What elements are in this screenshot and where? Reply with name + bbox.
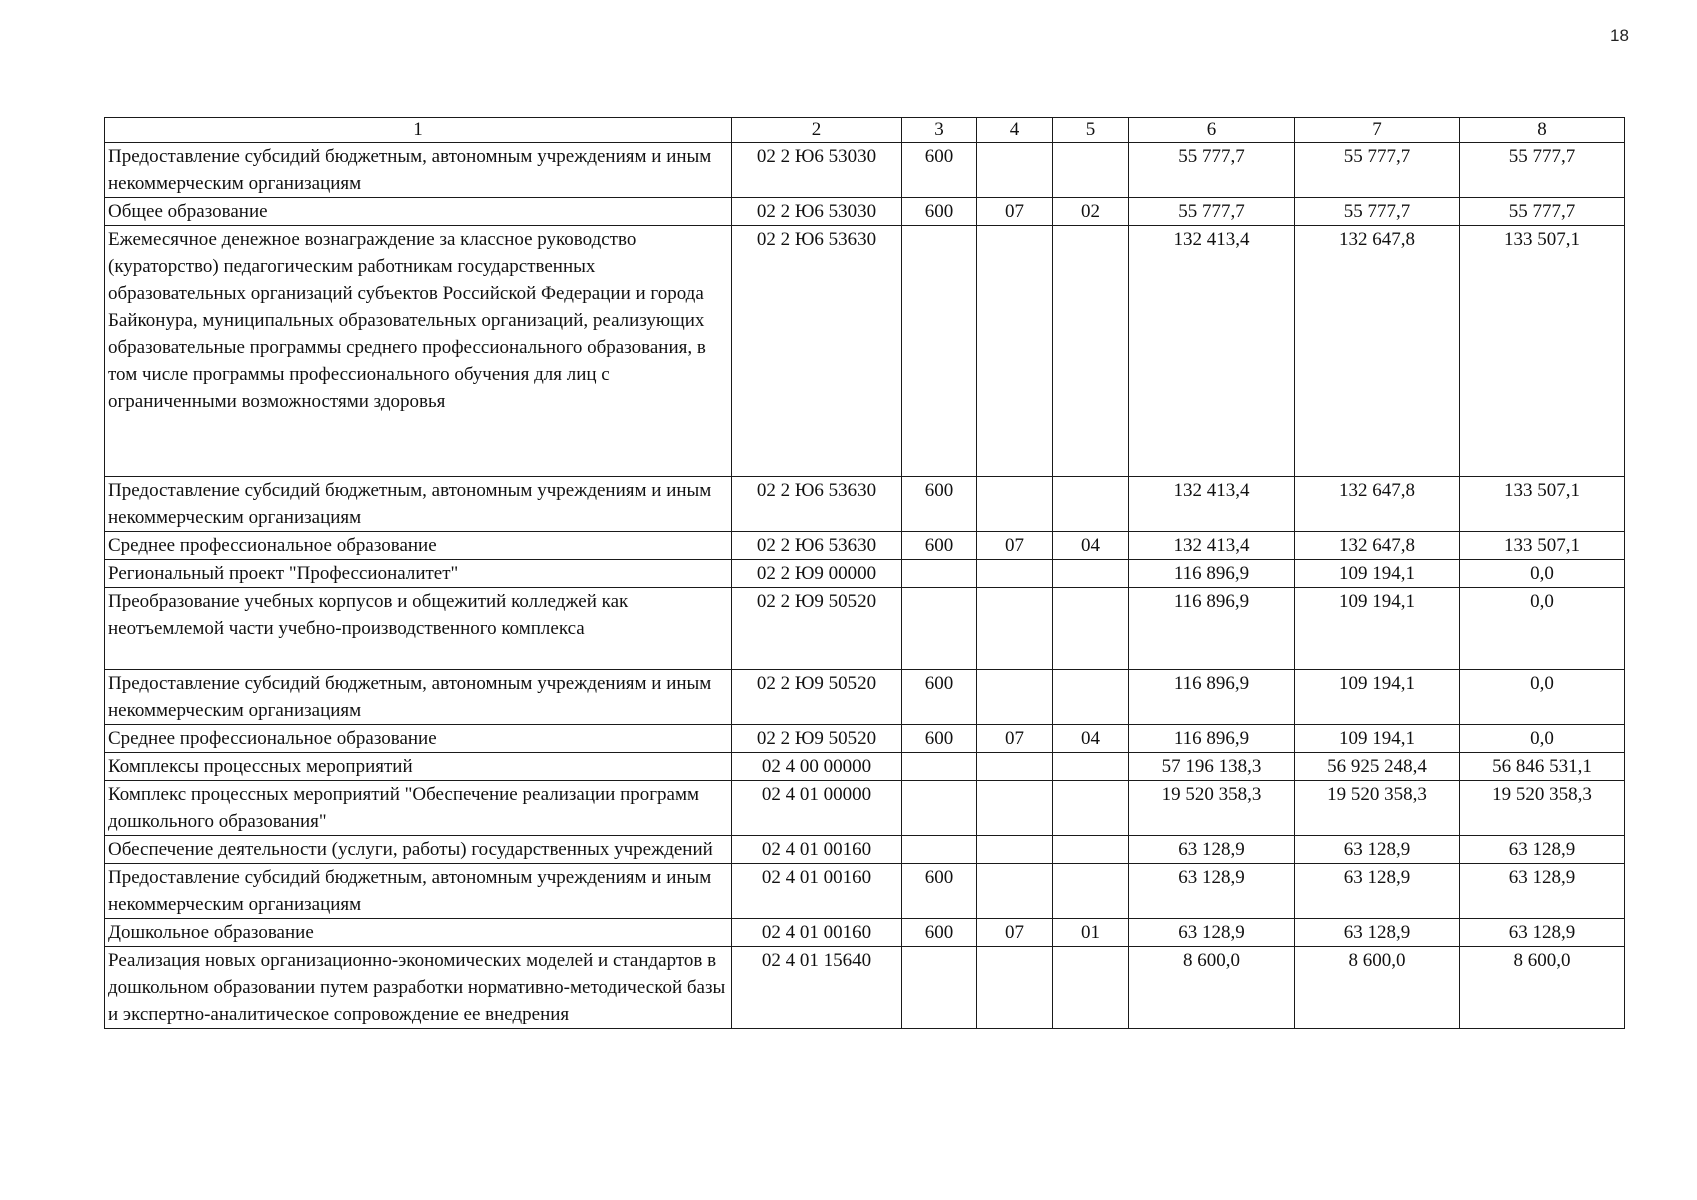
row-target-code: 02 4 01 00160 xyxy=(732,836,902,864)
row-amount-col6: 63 128,9 xyxy=(1129,864,1295,919)
row-amount-col6: 63 128,9 xyxy=(1129,836,1295,864)
row-name: Комплексы процессных мероприятий xyxy=(105,753,732,781)
row-amount-col6: 55 777,7 xyxy=(1129,143,1295,198)
row-target-code: 02 4 01 00160 xyxy=(732,919,902,947)
row-name: Предоставление субсидий бюджетным, автономным учреждениям и иным некоммерческим организациям xyxy=(105,864,732,919)
row-amount-col6: 19 520 358,3 xyxy=(1129,781,1295,836)
row-subsection xyxy=(1053,781,1129,836)
row-target-code: 02 2 Ю6 53030 xyxy=(732,198,902,226)
column-header: 3 xyxy=(902,118,977,143)
row-expense-type xyxy=(902,836,977,864)
row-name: Преобразование учебных корпусов и общежитий колледжей как неотъемлемой части учебно-производственного комплекса xyxy=(105,588,732,670)
row-expense-type xyxy=(902,560,977,588)
row-subsection xyxy=(1053,864,1129,919)
row-name: Региональный проект "Профессионалитет" xyxy=(105,560,732,588)
row-subsection xyxy=(1053,588,1129,670)
column-header: 6 xyxy=(1129,118,1295,143)
row-section xyxy=(977,560,1053,588)
table-row xyxy=(105,560,1625,588)
row-name: Обеспечение деятельности (услуги, работы) государственных учреждений xyxy=(105,836,732,864)
row-amount-col7: 63 128,9 xyxy=(1295,864,1460,919)
row-expense-type: 600 xyxy=(902,477,977,532)
row-amount-col6: 132 413,4 xyxy=(1129,532,1295,560)
row-amount-col7: 109 194,1 xyxy=(1295,670,1460,725)
row-subsection xyxy=(1053,560,1129,588)
row-name: Предоставление субсидий бюджетным, автономным учреждениям и иным некоммерческим организациям xyxy=(105,477,732,532)
row-expense-type: 600 xyxy=(902,198,977,226)
row-section: 07 xyxy=(977,725,1053,753)
row-target-code: 02 2 Ю9 50520 xyxy=(732,588,902,670)
table-row xyxy=(105,864,1625,919)
row-amount-col7: 19 520 358,3 xyxy=(1295,781,1460,836)
row-expense-type xyxy=(902,781,977,836)
table-row xyxy=(105,588,1625,670)
row-amount-col6: 116 896,9 xyxy=(1129,588,1295,670)
row-amount-col7: 109 194,1 xyxy=(1295,560,1460,588)
row-target-code: 02 4 01 00160 xyxy=(732,864,902,919)
row-amount-col8: 63 128,9 xyxy=(1460,864,1625,919)
row-amount-col8: 63 128,9 xyxy=(1460,836,1625,864)
row-section xyxy=(977,781,1053,836)
row-amount-col8: 19 520 358,3 xyxy=(1460,781,1625,836)
row-amount-col8: 0,0 xyxy=(1460,725,1625,753)
row-section: 07 xyxy=(977,198,1053,226)
row-amount-col6: 116 896,9 xyxy=(1129,670,1295,725)
row-amount-col6: 132 413,4 xyxy=(1129,226,1295,477)
row-expense-type: 600 xyxy=(902,143,977,198)
row-name: Общее образование xyxy=(105,198,732,226)
page-number: 18 xyxy=(1610,26,1629,45)
row-target-code: 02 2 Ю9 50520 xyxy=(732,670,902,725)
row-subsection: 04 xyxy=(1053,532,1129,560)
row-amount-col8: 133 507,1 xyxy=(1460,532,1625,560)
row-amount-col6: 57 196 138,3 xyxy=(1129,753,1295,781)
row-amount-col7: 109 194,1 xyxy=(1295,588,1460,670)
row-amount-col7: 56 925 248,4 xyxy=(1295,753,1460,781)
row-subsection xyxy=(1053,947,1129,1029)
row-section xyxy=(977,588,1053,670)
column-header: 2 xyxy=(732,118,902,143)
row-section xyxy=(977,947,1053,1029)
row-name: Среднее профессиональное образование xyxy=(105,532,732,560)
table-row xyxy=(105,226,1625,477)
row-target-code: 02 2 Ю6 53630 xyxy=(732,532,902,560)
table-row xyxy=(105,753,1625,781)
row-amount-col6: 8 600,0 xyxy=(1129,947,1295,1029)
row-section xyxy=(977,836,1053,864)
row-section xyxy=(977,477,1053,532)
budget-table xyxy=(104,117,1625,1029)
row-amount-col7: 132 647,8 xyxy=(1295,532,1460,560)
row-section: 07 xyxy=(977,919,1053,947)
row-section xyxy=(977,753,1053,781)
row-subsection: 02 xyxy=(1053,198,1129,226)
row-amount-col6: 116 896,9 xyxy=(1129,725,1295,753)
row-expense-type: 600 xyxy=(902,670,977,725)
row-amount-col7: 8 600,0 xyxy=(1295,947,1460,1029)
column-header: 1 xyxy=(105,118,732,143)
row-amount-col7: 55 777,7 xyxy=(1295,143,1460,198)
row-expense-type xyxy=(902,753,977,781)
row-amount-col7: 63 128,9 xyxy=(1295,919,1460,947)
row-amount-col7: 63 128,9 xyxy=(1295,836,1460,864)
row-amount-col6: 132 413,4 xyxy=(1129,477,1295,532)
row-subsection xyxy=(1053,670,1129,725)
row-name: Предоставление субсидий бюджетным, автономным учреждениям и иным некоммерческим организациям xyxy=(105,670,732,725)
row-target-code: 02 2 Ю9 00000 xyxy=(732,560,902,588)
table-row xyxy=(105,836,1625,864)
row-expense-type xyxy=(902,588,977,670)
row-section: 07 xyxy=(977,532,1053,560)
table-row xyxy=(105,725,1625,753)
row-expense-type: 600 xyxy=(902,725,977,753)
table-row xyxy=(105,477,1625,532)
row-subsection xyxy=(1053,226,1129,477)
row-target-code: 02 2 Ю6 53630 xyxy=(732,226,902,477)
row-section xyxy=(977,226,1053,477)
row-expense-type: 600 xyxy=(902,864,977,919)
row-amount-col6: 63 128,9 xyxy=(1129,919,1295,947)
row-name: Ежемесячное денежное вознаграждение за классное руководство (кураторство) педагогическим работникам государственных образовательных организаций субъектов Российской Федерации и города Байконура, муниципальных образовательных организаций, реализующих образовательные программы среднего профессионального образования, в том числе программы профессионального обучения для лиц с ограниченными возможностями здоровья xyxy=(105,226,732,477)
row-target-code: 02 2 Ю6 53030 xyxy=(732,143,902,198)
column-header: 4 xyxy=(977,118,1053,143)
column-header: 7 xyxy=(1295,118,1460,143)
row-subsection xyxy=(1053,477,1129,532)
row-expense-type xyxy=(902,947,977,1029)
row-subsection xyxy=(1053,753,1129,781)
row-amount-col7: 132 647,8 xyxy=(1295,477,1460,532)
row-subsection: 04 xyxy=(1053,725,1129,753)
row-subsection xyxy=(1053,836,1129,864)
row-amount-col7: 132 647,8 xyxy=(1295,226,1460,477)
row-amount-col8: 8 600,0 xyxy=(1460,947,1625,1029)
row-name: Среднее профессиональное образование xyxy=(105,725,732,753)
row-amount-col8: 55 777,7 xyxy=(1460,143,1625,198)
table-row xyxy=(105,670,1625,725)
row-section xyxy=(977,670,1053,725)
table-header-row xyxy=(105,118,1625,143)
row-section xyxy=(977,864,1053,919)
table-row xyxy=(105,781,1625,836)
row-amount-col8: 0,0 xyxy=(1460,560,1625,588)
row-name: Комплекс процессных мероприятий "Обеспечение реализации программ дошкольного образования" xyxy=(105,781,732,836)
row-subsection xyxy=(1053,143,1129,198)
row-amount-col8: 56 846 531,1 xyxy=(1460,753,1625,781)
row-target-code: 02 2 Ю6 53630 xyxy=(732,477,902,532)
row-subsection: 01 xyxy=(1053,919,1129,947)
row-amount-col7: 55 777,7 xyxy=(1295,198,1460,226)
table-row xyxy=(105,198,1625,226)
row-name: Предоставление субсидий бюджетным, автономным учреждениям и иным некоммерческим организациям xyxy=(105,143,732,198)
row-amount-col8: 55 777,7 xyxy=(1460,198,1625,226)
row-amount-col8: 133 507,1 xyxy=(1460,477,1625,532)
row-amount-col8: 63 128,9 xyxy=(1460,919,1625,947)
table-row xyxy=(105,143,1625,198)
row-target-code: 02 4 01 15640 xyxy=(732,947,902,1029)
row-name: Дошкольное образование xyxy=(105,919,732,947)
row-target-code: 02 2 Ю9 50520 xyxy=(732,725,902,753)
row-target-code: 02 4 00 00000 xyxy=(732,753,902,781)
row-target-code: 02 4 01 00000 xyxy=(732,781,902,836)
column-header: 8 xyxy=(1460,118,1625,143)
row-expense-type: 600 xyxy=(902,532,977,560)
row-amount-col8: 0,0 xyxy=(1460,670,1625,725)
row-amount-col6: 116 896,9 xyxy=(1129,560,1295,588)
table-row xyxy=(105,919,1625,947)
table-row xyxy=(105,947,1625,1029)
row-section xyxy=(977,143,1053,198)
row-name: Реализация новых организационно-экономических моделей и стандартов в дошкольном образовании путем разработки нормативно-методической базы и экспертно-аналитическое сопровождение ее внедрения xyxy=(105,947,732,1029)
table-row xyxy=(105,532,1625,560)
row-amount-col7: 109 194,1 xyxy=(1295,725,1460,753)
row-amount-col8: 133 507,1 xyxy=(1460,226,1625,477)
row-amount-col6: 55 777,7 xyxy=(1129,198,1295,226)
row-amount-col8: 0,0 xyxy=(1460,588,1625,670)
column-header: 5 xyxy=(1053,118,1129,143)
row-expense-type xyxy=(902,226,977,477)
row-expense-type: 600 xyxy=(902,919,977,947)
